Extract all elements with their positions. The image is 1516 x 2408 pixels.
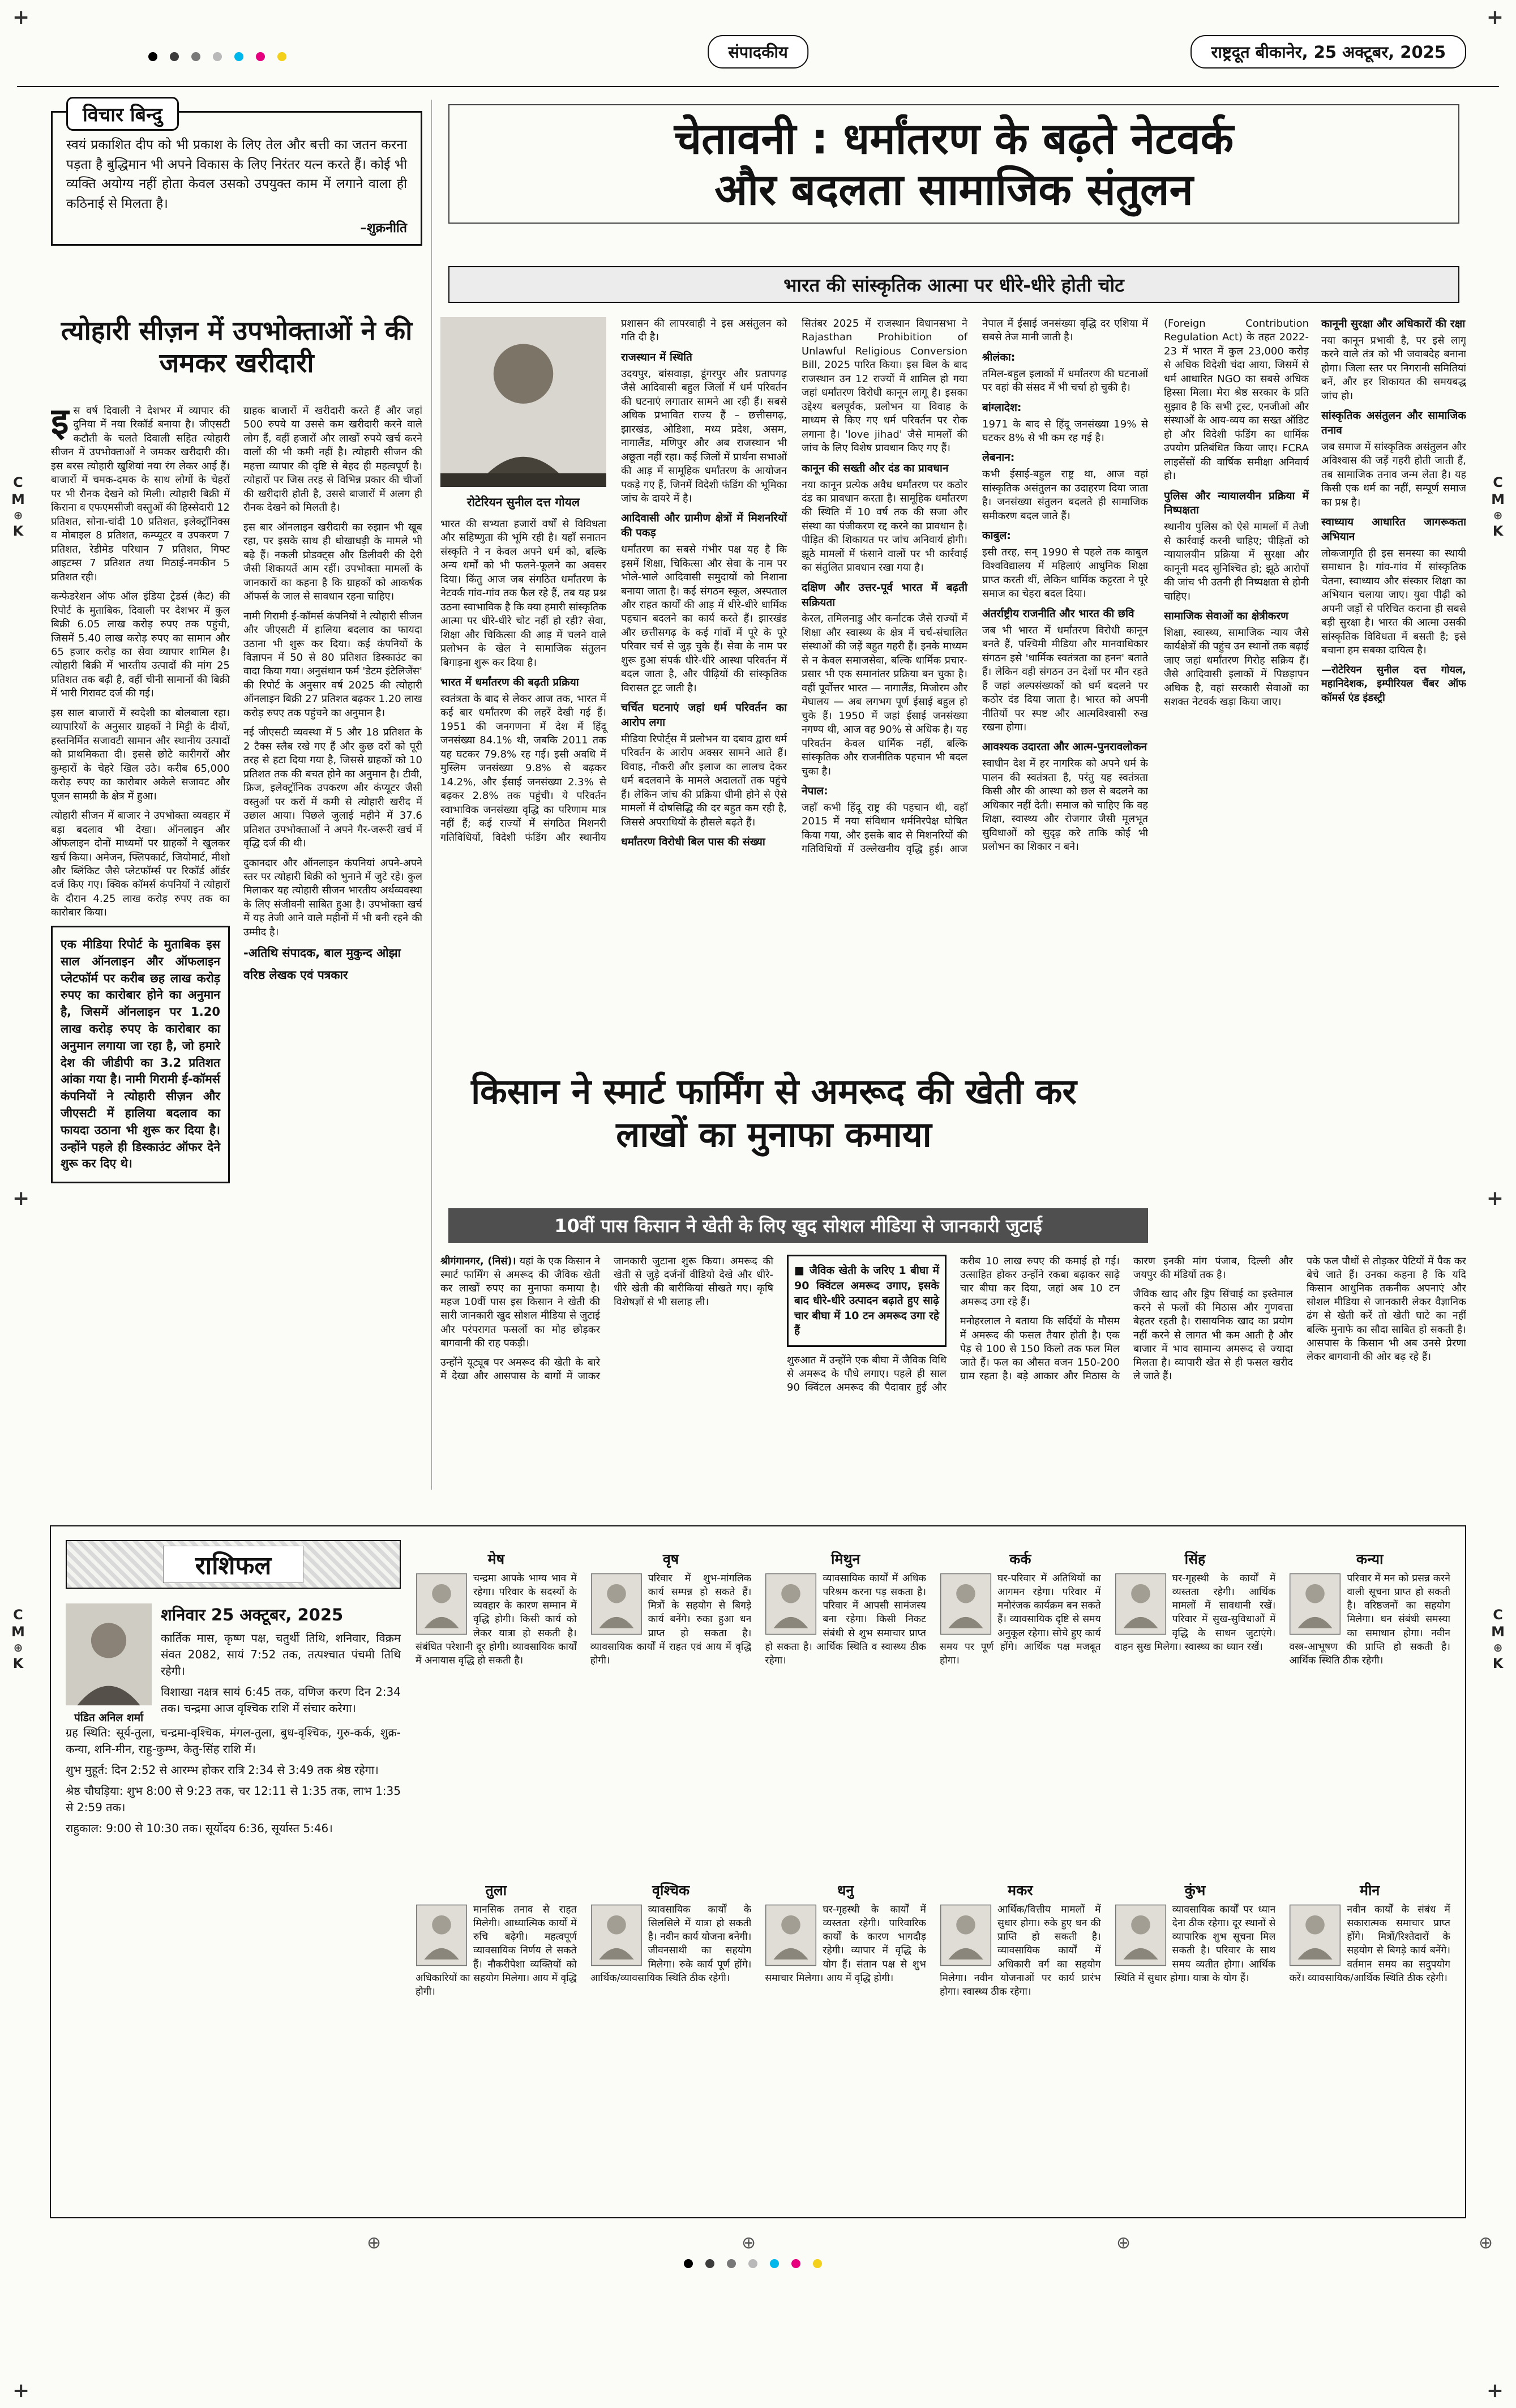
horoscope-date: शनिवार 25 अक्टूबर, 2025	[161, 1605, 344, 1624]
main-article-headline: चेतावनी : धर्मांतरण के बढ़ते नेटवर्क और बदलता सामाजिक संतुलन	[448, 104, 1459, 224]
festive-paragraph: त्योहारी सीजन में बाजार ने उपभोक्ता व्यवहार में बड़ा बदलाव भी देखा। ऑनलाइन और ऑफलाइन दोनों माध्यमों पर ग्राहकों ने खुलकर खर्च किया। अमेजन, फ्लिपकार्ट, जियोमार्ट, मीशो और ब्लिंकिट जैसे प्लेटफॉर्म्स पर रिकॉर्ड ऑर्डर दर्ज किए गए। क्विक कॉमर्स कंपनियों ने त्योहारों के दौरान 4.25 लाख करोड़ रुपए तक का कारोबार किया।	[51, 810, 230, 919]
section-heading: आदिवासी और ग्रामीण क्षेत्रों में मिशनरियों की पकड़	[621, 512, 787, 540]
article-paragraph: केरल, तमिलनाडु और कर्नाटक जैसे राज्यों में शिक्षा और स्वास्थ्य के क्षेत्र में चर्च-संचालित संस्थाओं की जड़ें बहुत गहरी हैं। इनके माध्यम से न केवल समाजसेवा, बल्कि धार्मिक प्रचार-प्रसार भी एक समानांतर प्रक्रिया बन चुका है। वहीं पूर्वोत्तर भारत — नागालैंड, मिजोरम और मेघालय — अब लगभग पूर्ण ईसाई बहुल हो चुके हैं। 1950 में जहां ईसाई जनसंख्या नगण्य थी, आज वह 90% से अधिक है। यह परिवर्तन केवल धार्मिक नहीं, बल्कि सांस्कृतिक और राजनीतिक पहचान भी बदल चुका है।	[802, 613, 967, 777]
zodiac-art-icon	[590, 1573, 643, 1635]
festive-byline: -अतिथि संपादक, बाल मुकुन्द ओझा	[243, 946, 401, 960]
zodiac-text: व्यावसायिक कार्यों में अधिक परिश्रम करना पड़ सकता है। परिवार में आपसी सामंजस्य बना रहेगा। किसी निकट संबंधी से शुभ समाचार प्राप्त हो सकता है। आर्थिक स्थिति व स्वास्थ्य ठीक रहेगा।	[765, 1573, 926, 1666]
zodiac-cell-singh	[1115, 1549, 1276, 1863]
crop-mark: +	[1486, 6, 1504, 29]
registration-target-icon: ⊕	[13, 1641, 23, 1654]
main-article-signoff: —रोटेरियन सुनील दत्त गोयल, महानिदेशक, इम्पीरियल चैंबर ऑफ कॉमर्स एंड इंडस्ट्री	[1321, 664, 1466, 704]
zodiac-name: मीन	[1360, 1882, 1380, 1898]
section-heading: आवश्यक उदारता और आत्म-पुनरावलोकन	[982, 741, 1147, 754]
article-paragraph: शुरुआत में उन्होंने एक बीघा में जैविक विधि से अमरूद के पौधे लगाए। पहले ही साल 90 क्विंटल अमरूद की पैदावार हुई और करीब 10 लाख रुपए की कमाई हो गई। उत्साहित होकर उन्होंने रकबा बढ़ाकर साढ़े चार बीघा कर दिया, जहां अब 10 टन अमरूद उगा रहे हैं।	[787, 1255, 1120, 1394]
zodiac-art-icon	[416, 1573, 468, 1635]
article-paragraph: (Foreign Contribution Regulation Act) के तहत 2022-23 में भारत में कुल 23,000 करोड़ से अधिक विदेशी चंदा आया, जिसमें से धर्म आधारित NGO का सबसे अधिक हिस्सा मिला। मेरा श्रेष्ठ सरकार के प्रति सुझाव है कि सभी ट्रस्ट, एनजीओ और संस्थाओं के आय-व्यय का सख्त ऑडिट हो और विदेशी फंडिंग का धार्मिक उपयोग प्रतिबंधित किया जाए। FCRA लाइसेंसों की वार्षिक समीक्षा अनिवार्य हो।	[1164, 318, 1309, 482]
zodiac-name: मकर	[1008, 1882, 1033, 1898]
section-heading: राजस्थान में स्थिति	[621, 350, 692, 363]
zodiac-text: परिवार में शुभ-मांगलिक कार्य सम्पन्न हो सकते हैं। मित्रों के सहयोग से बिगड़े कार्य बनेंगे। रुका हुआ धन प्राप्त हो सकता है। व्यावसायिक कार्यों में राहत एवं आय में वृद्धि होगी।	[590, 1573, 752, 1666]
zodiac-text: नवीन कार्यों के संबंध में सकारात्मक समाचार प्राप्त होंगे। मित्रों/रिश्तेदारों के सहयोग से बिगड़े कार्य बनेंगे। वर्तमान समय का सदुपयोग करें। व्यावसायिक/आर्थिक स्थिति ठीक रहेगी।	[1289, 1904, 1450, 1984]
article-paragraph: 1971 के बाद से हिंदू जनसंख्या 19% से घटकर 8% से भी कम रह गई है।	[982, 418, 1148, 444]
farmer-article-strap: 10वीं पास किसान ने खेती के लिए खुद सोशल मीडिया से जानकारी जुटाई	[448, 1208, 1148, 1243]
section-heading: कानून की सख्ती और दंड का प्रावधान	[802, 461, 949, 474]
cmk-registration-left: C M ⊕ K	[11, 474, 25, 539]
zodiac-name: कन्या	[1356, 1551, 1384, 1567]
article-paragraph: मीडिया रिपोर्ट्स में प्रलोभन या दबाव द्वारा धर्म परिवर्तन के आरोप अक्सर सामने आते हैं। विवाह, नौकरी और इलाज का लालच देकर धर्म बदलवाने के मामले अदालतों तक पहुंचे हैं। लेकिन जांच की प्रक्रिया धीमी होने से ऐसे मामलों में दोषसिद्धि की दर बहुत कम रही है, जिससे अपराधियों के हौसले बढ़ते हैं।	[621, 733, 787, 828]
article-paragraph: तमिल-बहुल इलाकों में धर्मांतरण की घटनाओं पर वहां की संसद में भी चर्चा हो चुकी है।	[982, 367, 1148, 394]
article-paragraph: जैविक खाद और ड्रिप सिंचाई का इस्तेमाल करने से फलों की मिठास और गुणवत्ता बेहतर रहती है। रासायनिक खाद का प्रयोग नहीं करने से लागत भी कम आती है और बाजार में भाव सामान्य अमरूद से ज्यादा मिलता है। व्यापारी खेत से ही फसल खरीद ले जाते हैं।	[1133, 1288, 1293, 1382]
zodiac-name: मेष	[487, 1551, 505, 1567]
column-divider	[431, 100, 432, 1490]
article-paragraph: जब समाज में सांस्कृतिक असंतुलन और अविश्वास की जड़ें गहरी होती जाती हैं, तब सामाजिक तनाव जन्म लेता है। यह किसी एक धर्म का नहीं, सम्पूर्ण समाज का प्रश्न है।	[1321, 440, 1466, 508]
registration-target-icon: ⊕	[13, 508, 23, 522]
zodiac-text: घर-गृहस्थी के कार्यों में व्यस्तता रहेगी। आर्थिक मामलों में सावधानी रखें। परिवार में सुख-सुविधाओं में वृद्धि के साधन जुटाएंगे। वाहन सुख मिलेगा। स्वास्थ्य का ध्यान रखें।	[1114, 1573, 1276, 1653]
horoscope-title: राशिफल	[163, 1546, 303, 1583]
main-article-body-right	[1164, 317, 1466, 1146]
zodiac-cell-makar	[940, 1880, 1101, 2195]
zodiac-cell-kark	[940, 1549, 1101, 1863]
zodiac-cell-kumbh	[1115, 1880, 1276, 2195]
section-heading: धर्मांतरण विरोधी बिल पास की संख्या	[621, 836, 765, 849]
zodiac-cell-dhanu	[765, 1880, 926, 2195]
article-paragraph: श्रीगंगानगर, (निसं)। यहां के एक किसान ने स्मार्ट फार्मिंग से अमरूद की जैविक खेती कर लाखों रुपए का मुनाफा कमाया है। महज 10वीं पास इस किसान ने खेती की सारी जानकारी खुद सोशल मीडिया से जुटाई और परंपरागत फसलों का मोह छोड़कर बागवानी की राह पकड़ी।	[440, 1255, 600, 1349]
zodiac-text: परिवार में मन को प्रसन्न करने वाली सूचना प्राप्त हो सकती है। वरिष्ठजनों का सहयोग मिलेगा। धन संबंधी समस्या का समाधान होगा। नवीन वस्त्र-आभूषण की प्राप्ति हो सकती है। आर्थिक स्थिति ठीक रहेगी।	[1289, 1573, 1450, 1666]
zodiac-art-icon	[940, 1904, 992, 1966]
square-bullet-icon: ■	[794, 1264, 805, 1277]
author-portrait-image	[440, 317, 606, 487]
zodiac-text: व्यावसायिक कार्यों के सिलसिले में यात्रा हो सकती है। नवीन कार्य योजना बनेगी। जीवनसाथी का सहयोग मिलेगा। रुके कार्य पूर्ण होंगे। आर्थिक/व्यावसायिक स्थिति ठीक रहेगी।	[590, 1904, 752, 1984]
article-paragraph: शिक्षा, स्वास्थ्य, सामाजिक न्याय जैसे कार्यक्षेत्रों की पहुंच उन स्थानों तक बढ़ाई जाए जहां धर्मांतरण गिरोह सक्रिय हैं। जैसे आदिवासी इलाकों में पिछड़ापन अधिक है, वहां सरकारी सेवाओं का सशक्त नेटवर्क खड़ा किया जाए।	[1164, 626, 1309, 708]
festive-paragraph: इस वर्ष दिवाली ने देशभर में व्यापार की दुनिया में नया रिकॉर्ड बनाया है। जीएसटी कटौती के चलते दिवाली सहित त्योहारी सीजन में उपभोक्ताओं ने जमकर खरीदारी की। इस बरस त्योहारी खुशियां नया रंग लेकर आई हैं। बाजारों में चमक-दमक के साथ लोगों के चेहरों पर भी रौनक देखने को मिली। त्योहारी बिक्री में किराना व एफएमसीजी वस्तुओं की हिस्सेदारी 12 प्रतिशत, सोना-चांदी 10 प्रतिशत, इलेक्ट्रॉनिक्स व मोबाइल 8 प्रतिशत, कम्प्यूटर व उपकरण 7 प्रतिशत, रेडीमेड परिधान 7 प्रतिशत, गिफ्ट आइटम्स 7 प्रतिशत तथा मिठाई-नमकीन 5 प्रतिशत रही।	[51, 404, 230, 583]
zodiac-name: वृश्चिक	[652, 1882, 690, 1898]
section-heading: सामाजिक सेवाओं का क्षेत्रीकरण	[1164, 610, 1288, 623]
registration-target-icon: ⊕	[742, 2233, 756, 2253]
horoscope-title-strip	[66, 1540, 401, 1589]
zodiac-grid	[416, 1549, 1450, 2195]
zodiac-art-icon	[940, 1573, 992, 1635]
zodiac-name: तुला	[485, 1882, 507, 1898]
cmk-registration-left-2: C M ⊕ K	[11, 1607, 25, 1671]
zodiac-name: धनु	[837, 1882, 854, 1898]
zodiac-art-icon	[416, 1904, 468, 1966]
article-paragraph: स्थानीय पुलिस को ऐसे मामलों में तेजी से कार्रवाई करनी चाहिए; पीड़ितों को न्यायालयीन प्रक्रिया में सुरक्षा और कानूनी मदद सुनिश्चित हो; झूठे आरोपों की जांच भी उतनी ही निष्पक्षता से होनी चाहिए।	[1164, 521, 1309, 602]
section-heading: काबुल:	[982, 529, 1011, 542]
zodiac-text: मानसिक तनाव से राहत मिलेगी। आध्यात्मिक कार्यों में रुचि बढ़ेगी। महत्वपूर्ण व्यावसायिक निर्णय ले सकते हैं। नौकरीपेशा व्यक्तियों को अधिकारियों का सहयोग मिलेगा। आय में वृद्धि होगी।	[416, 1904, 577, 1998]
zodiac-name: वृष	[662, 1551, 679, 1567]
zodiac-art-icon	[765, 1904, 817, 1966]
cmk-registration-right-2: C M ⊕ K	[1491, 1607, 1505, 1671]
masthead-date-badge: राष्ट्रदूत बीकानेर, 25 अक्टूबर, 2025	[1190, 35, 1466, 69]
zodiac-text: आर्थिक/वित्तीय मामलों में सुधार होगा। रुके हुए धन की प्राप्ति हो सकती है। व्यावसायिक कार्यों में अधिकारी वर्ग का सहयोग मिलेगा। नवीन योजनाओं पर कार्य प्रारंभ होगा। स्वास्थ्य ठीक रहेगा।	[939, 1904, 1101, 1998]
festive-paragraph: कन्फेडरेशन ऑफ ऑल इंडिया ट्रेडर्स (कैट) की रिपोर्ट के मुताबिक, दिवाली पर देशभर में कुल बिक्री 6.05 लाख करोड़ रुपए तक पहुंची, जिसमें 5.40 लाख करोड़ रुपए का सामान और 65 हजार करोड़ का सेवा व्यापार शामिल है। त्योहारी बिक्री में भारतीय उत्पादों की मांग 25 प्रतिशत तक बढ़ी है, वहीं चीनी सामानों की बिक्री में भारी गिरावट दर्ज की गई।	[51, 591, 230, 700]
section-heading: बांग्लादेश:	[982, 401, 1022, 414]
article-paragraph: लोकजागृति ही इस समस्या का स्थायी समाधान है। गांव-गांव में सांस्कृतिक चेतना, स्वाध्याय और संस्कार शिक्षा का अभियान चलाया जाए। युवा पीढ़ी को अपनी जड़ों से परिचित कराना ही सबसे बड़ी सुरक्षा है। भारत की आत्मा उसकी सांस्कृतिक विविधता में बसती है; इसे बचाना हम सबका दायित्व है।	[1321, 547, 1466, 657]
zodiac-text: व्यावसायिक कार्यों पर ध्यान देना ठीक रहेगा। दूर स्थानों से व्यापारिक शुभ सूचना मिल सकती है। परिवार के साथ समय व्यतीत होगा। आर्थिक स्थिति में सुधार होगा। यात्रा के योग हैं।	[1114, 1904, 1276, 1984]
article-paragraph: जहाँ कभी हिंदू राष्ट्र की पहचान थी, वहाँ 2015 में नया संविधान धर्मनिरपेक्ष घोषित किया गया, और इसके बाद से मिशनरियों की गतिविधियों में उल्लेखनीय वृद्धि हुई। आज नेपाल में ईसाई जनसंख्या वृद्धि दर एशिया में सबसे तेज मानी जाती है।	[802, 318, 1148, 856]
panchang-line: कार्तिक मास, कृष्ण पक्ष, चतुर्थी तिथि, शनिवार, विक्रम संवत 2082, सायं 7:52 तक, तत्पश्चात पंचमी तिथि रहेगी।	[161, 1631, 401, 1678]
panchang-line: शुभ मुहूर्त: दिन 2:52 से आरम्भ होकर रात्रि 2:34 से 3:49 तक श्रेष्ठ रहेगा।	[66, 1763, 379, 1777]
zodiac-cell-mesh	[416, 1549, 577, 1863]
masthead-rule	[17, 86, 1499, 87]
section-heading: भारत में धर्मांतरण की बढ़ती प्रक्रिया	[440, 676, 579, 689]
article-paragraph: स्वाधीन देश में हर नागरिक को अपने धर्म के पालन की स्वतंत्रता है, परंतु यह स्वतंत्रता किसी और की आस्था को छल से बदलने का अधिकार नहीं देती। समाज को चाहिए कि वह शिक्षा, स्वास्थ्य और रोजगार जैसी मूलभूत सुविधाओं को सुदृढ़ करे ताकि कोई भी प्रलोभन का शिकार न बने।	[982, 758, 1148, 853]
crop-mark: +	[12, 1187, 30, 1210]
registration-target-icon: ⊕	[367, 2233, 382, 2253]
article-paragraph: मनोहरलाल ने बताया कि सर्दियों के मौसम में अमरूद की फसल तैयार होती है। एक पेड़ से 100 से 150 किलो तक फल मिल जाते हैं। फल का औसत वजन 150-200 ग्राम रहता है। बड़े आकार और मिठास के कारण इनकी मांग पंजाब, दिल्ली और जयपुर की मंडियों तक है।	[960, 1255, 1293, 1382]
festive-byline-role: वरिष्ठ लेखक एवं पत्रकार	[243, 968, 348, 982]
zodiac-cell-vrish	[590, 1549, 752, 1863]
festive-article-headline: त्योहारी सीज़न में उपभोक्ताओं ने की जमकर खरीदारी	[61, 315, 413, 379]
zodiac-art-icon	[1289, 1573, 1341, 1635]
panchang-line: विशाखा नक्षत्र सायं 6:45 तक, वणिज करण दिन 2:34 तक। चन्द्रमा आज वृश्चिक राशि में संचार करेगा।	[161, 1685, 401, 1715]
crop-mark: +	[12, 6, 30, 29]
registration-target-icon: ⊕	[1479, 2233, 1493, 2253]
author-photo	[440, 317, 606, 511]
panchang-line: राहुकाल: 9:00 से 10:30 तक। सूर्योदय 6:36, सूर्यास्त 5:46।	[66, 1821, 333, 1835]
section-heading: नेपाल:	[802, 785, 828, 798]
article-paragraph: धर्मांतरण का सबसे गंभीर पक्ष यह है कि इसमें शिक्षा, चिकित्सा और सेवा के नाम पर भोले-भाले आदिवासी समुदायों को निशाना बनाया जाता है। कई संगठन स्कूल, अस्पताल और राहत कार्यों की आड़ में धीरे-धीरे धार्मिक पहचान बदलने का कार्य करते हैं। झारखंड और छत्तीसगढ़ के कई गांवों में पूरे के पूरे परिवार चर्च से जुड़ चुके हैं। सेवा के नाम पर शुरू हुआ संपर्क धीरे-धीरे आस्था परिवर्तन में बदल जाता है, और पीढ़ियों की सांस्कृतिक विरासत टूट जाती है।	[621, 544, 787, 694]
zodiac-cell-tula	[416, 1880, 577, 2195]
main-article-strap: भारत की सांस्कृतिक आत्मा पर धीरे-धीरे होती चोट	[448, 266, 1459, 303]
zodiac-cell-vrishchik	[590, 1880, 752, 2195]
festive-paragraph: इस बार ऑनलाइन खरीदारी का रुझान भी खूब रहा, पर इसके साथ ही धोखाधड़ी के मामले भी बढ़े हैं। नकली प्रोडक्ट्स और डिलीवरी की देरी जैसी शिकायतें आम रहीं। उपभोक्ता मामलों के जानकारों का कहना है कि ग्राहकों को आकर्षक ऑफर्स के जाल से सावधान रहना चाहिए।	[243, 521, 422, 603]
author-caption: रोटेरियन सुनील दत्त गोयल	[466, 495, 580, 510]
section-heading: अंतर्राष्ट्रीय राजनीति और भारत की छवि	[982, 607, 1134, 620]
zodiac-art-icon	[1115, 1573, 1167, 1635]
zodiac-cell-kanya	[1289, 1549, 1450, 1863]
section-heading: लेबनान:	[982, 451, 1015, 464]
panchang-panel	[66, 1540, 401, 1841]
zodiac-art-icon	[590, 1904, 643, 1966]
article-paragraph: पके फल पौधों से तोड़कर पेटियों में पैक कर बेचे जाते हैं। उनका कहना है कि यदि किसान आधुनिक तकनीक अपनाएं और सोशल मीडिया से जानकारी लेकर वैज्ञानिक ढंग से खेती करें तो खेती घाटे का नहीं बल्कि मुनाफे का सौदा साबित हो सकती है। आसपास के किसान भी अब उनसे प्रेरणा लेकर बागवानी की ओर बढ़ रहे हैं।	[1307, 1255, 1466, 1363]
festive-pull-quote: एक मीडिया रिपोर्ट के मुताबिक इस साल ऑनलाइन और ऑफलाइन प्लेटफॉर्म पर करीब छह लाख करोड़ रुपए का कारोबार होने का अनुमान है, जिसमें ऑनलाइन पर 1.20 लाख करोड़ रुपए के कारोबार का अनुमान लगाया जा रहा है, जो हमारे देश की जीडीपी का 3.2 प्रतिशत आंका गया है। नामी गिरामी ई-कॉमर्स कंपनियों ने त्योहारी सीज़न और जीएसटी में हालिया बदलाव का फायदा उठाना भी शुरू कर दिया है। उन्होंने पहले ही डिस्काउंट ऑफर देने शुरू कर दिए थे।	[51, 926, 230, 1183]
zodiac-name: सिंह	[1184, 1551, 1206, 1567]
zodiac-art-icon	[765, 1573, 817, 1635]
cmk-registration-right: C M ⊕ K	[1491, 474, 1505, 539]
thought-box-title: विचार बिन्दु	[66, 97, 179, 131]
thought-box	[51, 104, 422, 246]
zodiac-name: कुंभ	[1184, 1882, 1206, 1898]
article-paragraph: कभी ईसाई-बहुल राष्ट्र था, आज वहां सांस्कृतिक असंतुलन का उदाहरण दिया जाता है। जनसंख्या संतुलन बदलते ही सामाजिक समीकरण बदल जाते हैं।	[982, 468, 1148, 522]
zodiac-text: चन्द्रमा आपके भाग्य भाव में रहेगा। परिवार के सदस्यों के व्यवहार के कारण सम्मान में वृद्धि होगी। किसी कार्य को लेकर यात्रा हो सकती है। संबंधित परेशानी दूर होगी। व्यावसायिक कार्यों में अनायास वृद्धि हो सकती है।	[416, 1573, 577, 1666]
dateline: श्रीगंगानगर, (निसं)।	[440, 1255, 516, 1267]
crop-mark: +	[1486, 1187, 1504, 1210]
festive-paragraph: नामी गिरामी ई-कॉमर्स कंपनियों ने त्योहारी सीजन और जीएसटी में हालिया बदलाव का फायदा उठाना भी शुरू कर दिया। कई कंपनियों के विज्ञापन में 50 से 80 प्रतिशत डिस्काउंट का वादा किया गया। अनुसंधान फर्म 'डेटम इंटेलिजेंस' की रिपोर्ट के अनुसार वर्ष 2025 की त्योहारी ऑनलाइन बिक्री 27 प्रतिशत बढ़कर 1.20 लाख करोड़ रुपए तक पहुंचने का अनुमान है।	[243, 610, 422, 719]
article-paragraph: नया कानून प्रत्येक अवैध धर्मांतरण पर कठोर दंड का प्रावधान करता है। सामूहिक धर्मांतरण की स्थिति में 10 वर्ष तक की सजा और संस्था का पंजीकरण रद्द करने का प्रावधान है। पीड़ित की शिकायत पर जांच अनिवार्य होगी। झूठे मामलों में फंसाने वालों पर भी कार्रवाई का संतुलित प्रावधान रखा गया है।	[802, 478, 967, 574]
astrologer-portrait-image	[66, 1603, 152, 1705]
registration-target-icon: ⊕	[1493, 1641, 1503, 1654]
astrologer-photo	[66, 1603, 152, 1725]
panchang-line: श्रेष्ठ चौघड़िया: शुभ 8:00 से 9:23 तक, चर 12:11 से 1:35 तक, लाभ 1:35 से 2:59 तक।	[66, 1784, 401, 1814]
article-paragraph: इसी तरह, सन् 1990 से पहले तक काबुल विश्वविद्यालय में महिलाएं आधुनिक शिक्षा प्राप्त करती थीं, लेकिन धार्मिक कट्टरता ने पूरे समाज का चेहरा बदल दिया।	[982, 546, 1148, 600]
article-paragraph: सितंबर 2025 में राजस्थान विधानसभा ने Rajasthan Prohibition of Unlawful Religious Conversion Bill, 2025 पारित किया। इस बिल के बाद राजस्थान उन 12 राज्यों में शामिल हो गया जहां धर्मांतरण विरोधी कानून लागू है। इसका उद्देश्य बलपूर्वक, प्रलोभन या विवाह के माध्यम से किए गए धर्म परिवर्तन पर रोक लगाना है। 'love jihad' जैसे मामलों की जांच के लिए विशेष प्रावधान किए गए हैं।	[802, 318, 967, 455]
color-registration-dots-top	[148, 52, 286, 61]
drop-cap: इ	[51, 404, 69, 443]
horoscope-section	[50, 1525, 1466, 2218]
farmer-article-body	[440, 1255, 1466, 1511]
section-heading: पुलिस और न्यायालयीन प्रक्रिया में निष्पक्षता	[1164, 489, 1309, 517]
festive-paragraph: इस साल बाजारों में स्वदेशी का बोलबाला रहा। व्यापारियों के अनुसार ग्राहकों ने मिट्टी के दीयों, हस्तनिर्मित सजावटी सामान और स्थानीय उत्पादों को प्राथमिकता दी। इससे छोटे कारीगरों और कुम्हारों के चेहरे खिल उठे। करीब 65,000 करोड़ रुपए का कारोबार अकेले सजावट और पूजन सामग्री के क्षेत्र में हुआ।	[51, 707, 230, 802]
section-heading: श्रीलंका:	[982, 350, 1016, 363]
zodiac-cell-meen	[1289, 1880, 1450, 2195]
festive-paragraph: दुकानदार और ऑनलाइन कंपनियां अपने-अपने स्तर पर त्योहारी बिक्री को भुनाने में जुटे रहे। कुल मिलाकर यह त्योहारी सीजन भारतीय अर्थव्यवस्था के लिए संजीवनी साबित हुआ है। उपभोक्ता खर्च में यह तेजी आने वाले महीनों में भी बनी रहने की उम्मीद है।	[243, 857, 422, 938]
festive-paragraph: नई जीएसटी व्यवस्था में 5 और 18 प्रतिशत के 2 टैक्स स्लैब रखे गए हैं और कुछ दरों को पूरी तरह से हटा दिया गया है, जिससे ग्राहकों को 10 प्रतिशत तक की बचत होने का अनुमान है। टीवी, फ्रिज, इलेक्ट्रॉनिक उपकरण और कंप्यूटर जैसी वस्तुओं पर करों में कमी से त्योहारी खरीद में उछाल आया। पिछले जुलाई महीने में 37.6 प्रतिशत उपभोक्ताओं ने अपने गैर-जरूरी खर्च में वृद्धि दर्ज की थी।	[243, 726, 422, 850]
section-heading: सांस्कृतिक असंतुलन और सामाजिक तनाव	[1321, 409, 1466, 437]
zodiac-art-icon	[1289, 1904, 1341, 1966]
main-article-body	[440, 317, 1148, 1049]
astrologer-caption: पंडित अनिल शर्मा	[74, 1712, 143, 1724]
farmer-highlight-box: ■ जैविक खेती के जरिए 1 बीघा में 90 क्विंटल अमरूद उगाए, इसके बाद धीरे-धीरे उत्पादन बढ़ाते हुए साढ़े चार बीघा में 10 टन अमरूद उगा रहे हैं	[787, 1255, 947, 1347]
section-heading: कानूनी सुरक्षा और अधिकारों की रक्षा	[1321, 318, 1466, 330]
thought-attribution: –शुक्रनीति	[360, 221, 407, 236]
crop-mark: +	[1486, 2379, 1504, 2402]
article-paragraph: नया कानून प्रभावी है, पर इसे लागू करने वाले तंत्र को भी जवाबदेह बनाना होगा। जिला स्तर पर निगरानी समितियां बनें, और हर शिकायत की समयबद्ध जांच हो।	[1321, 334, 1466, 402]
zodiac-text: घर-गृहस्थी के कार्यों में व्यस्तता रहेगी। पारिवारिक कार्यों के कारण भागदौड़ रहेगी। व्यापार में वृद्धि के योग हैं। संतान पक्ष से शुभ समाचार मिलेगा। आय में वृद्धि होगी।	[765, 1904, 926, 1984]
farmer-article-headline: किसान ने स्मार्ट फार्मिंग से अमरूद की खेती कर लाखों का मुनाफा कमाया	[471, 1071, 1077, 1155]
article-paragraph: उन्होंने यूट्यूब पर अमरूद की खेती के बारे में देखा और आसपास के बागों में जाकर जानकारी जुटाना शुरू किया। अमरूद की खेती से जुड़े दर्जनों वीडियो देखे और धीरे-धीरे खेती की बारीकियां सीखते गए। कृषि विशेषज्ञों से भी सलाह ली।	[440, 1255, 773, 1382]
zodiac-name: मिथुन	[831, 1551, 860, 1567]
registration-target-icon: ⊕	[1493, 508, 1503, 522]
section-heading: स्वाध्याय आधारित जागरूकता अभियान	[1321, 516, 1466, 543]
zodiac-text: घर-परिवार में अतिथियों का आगमन रहेगा। परिवार में मनोरंजक कार्यक्रम बन सकते हैं। व्यावसायिक दृष्टि से समय अनुकूल रहेगा। सोचे हुए कार्य समय पर पूर्ण होंगे। आर्थिक पक्ष मजबूत होगा।	[939, 1573, 1101, 1666]
section-title-badge: संपादकीय	[708, 35, 808, 69]
section-heading: चर्चित घटनाएं जहां धर्म परिवर्तन का आरोप लगा	[621, 702, 787, 729]
article-paragraph: उदयपुर, बांसवाड़ा, डूंगरपुर और प्रतापगढ़ जैसे आदिवासी बहुल जिलों में धर्म परिवर्तन की घटनाएं लगातार सामने आ रही हैं। सबसे अधिक प्रभावित राज्य हैं – छत्तीसगढ़, झारखंड, ओडिशा, मध्य प्रदेश, असम, नागालैंड, मणिपुर और अब राजस्थान भी अछूता नहीं रहा। कई जिलों में प्रार्थना सभाओं की आड़ में सामूहिक धर्मांतरण के आयोजन पकड़े गए हैं, जिनमें विदेशी फंडिंग की भूमिका जांच के दायरे में है।	[621, 367, 787, 504]
article-paragraph: भारत की सभ्यता हजारों वर्षों से विविधता और सहिष्णुता की भूमि रही है। यहाँ सनातन संस्कृति ने न केवल अपने धर्म को, बल्कि अन्य धर्मों को भी फलने-फूलने का अवसर दिया। किंतु आज जब संगठित धर्मांतरण के नेटवर्क गांव-गांव तक फैल रहे हैं, तब यह प्रश्न उठना स्वाभाविक है कि क्या हमारी सांस्कृतिक आत्मा पर धीरे-धीरे चोट नहीं हो रही? सेवा, शिक्षा और चिकित्सा की आड़ में चलने वाले प्रलोभन के खेल ने सामाजिक संतुलन बिगाड़ना शुरू कर दिया है।	[440, 518, 606, 669]
panchang-line: ग्रह स्थिति: सूर्य-तुला, चन्द्रमा-वृश्चिक, मंगल-तुला, बुध-वृश्चिक, गुरु-कर्क, शुक्र-कन्या, शनि-मीन, राहु-कुम्भ, केतु-सिंह राशि में।	[66, 1726, 401, 1756]
festive-paragraph: ग्राहक बाजारों में खरीदारी करते हैं और जहां 500 रुपये या उससे कम खरीदारी करने वाले लोग हैं, वहीं हजारों और लाखों रुपये खर्च करने वालों की भी कमी नहीं है। त्योहारी सीजन की महत्ता व्यापार की दृष्टि से बेहद ही महत्वपूर्ण है। त्योहारों पर जिस तरह से विभिन्न प्रकार की चीजों की खरीदारी होती है, उससे बाजारों में अलग ही रौनक देखने को मिलती है।	[243, 405, 422, 514]
section-heading: दक्षिण और उत्तर-पूर्व भारत में बढ़ती सक्रियता	[802, 581, 967, 609]
crop-mark: +	[12, 2379, 30, 2402]
zodiac-name: कर्क	[1009, 1551, 1031, 1567]
festive-article-body	[51, 404, 422, 1483]
article-paragraph: स्वतंत्रता के बाद से लेकर आज तक, भारत में कई बार धर्मांतरण की लहरें देखी गई हैं। 1951 की जनगणना में देश में हिंदू जनसंख्या 84.1% थी, जबकि 2011 तक यह घटकर 79.8% रह गई। इसी अवधि में मुस्लिम जनसंख्या 9.8% से बढ़कर 14.2%, और ईसाई जनसंख्या 2.3% से बढ़कर 2.8% तक पहुंची। ये परिवर्तन स्वाभाविक जनसंख्या वृद्धि का परिणाम मात्र नहीं हैं; कई राज्यों में संगठित मिशनरी गतिविधियों, विदेशी फंडिंग और स्थानीय प्रशासन की लापरवाही ने इस असंतुलन को गति दी है।	[440, 318, 787, 844]
zodiac-cell-mithun	[765, 1549, 926, 1863]
article-paragraph: जब भी भारत में धर्मांतरण विरोधी कानून बनते हैं, पश्चिमी मीडिया और मानवाधिकार संगठन इसे 'धार्मिक स्वतंत्रता का हनन' बताते हैं। लेकिन वही संगठन उन देशों पर मौन रहते हैं जहां अल्पसंख्यकों को धर्म बदलने पर कठोर दंड दिया जाता है। भारत को अपनी नीतियों पर स्पष्ट और आत्मविश्वासी रुख रखना होगा।	[982, 624, 1148, 733]
zodiac-art-icon	[1115, 1904, 1167, 1966]
registration-target-icon: ⊕	[1116, 2233, 1131, 2253]
thought-quote: स्वयं प्रकाशित दीप को भी प्रकाश के लिए तेल और बत्ती का जतन करना पड़ता है बुद्धिमान भी अपने विकास के लिए निरंतर यत्न करते हैं। कोई भी व्यक्ति अयोग्य नहीं होता केवल उसको उपयुक्त काम में लगाने वाला ही कठिनाई से मिलता है।	[66, 138, 407, 211]
color-registration-dots-bottom	[684, 2259, 822, 2268]
